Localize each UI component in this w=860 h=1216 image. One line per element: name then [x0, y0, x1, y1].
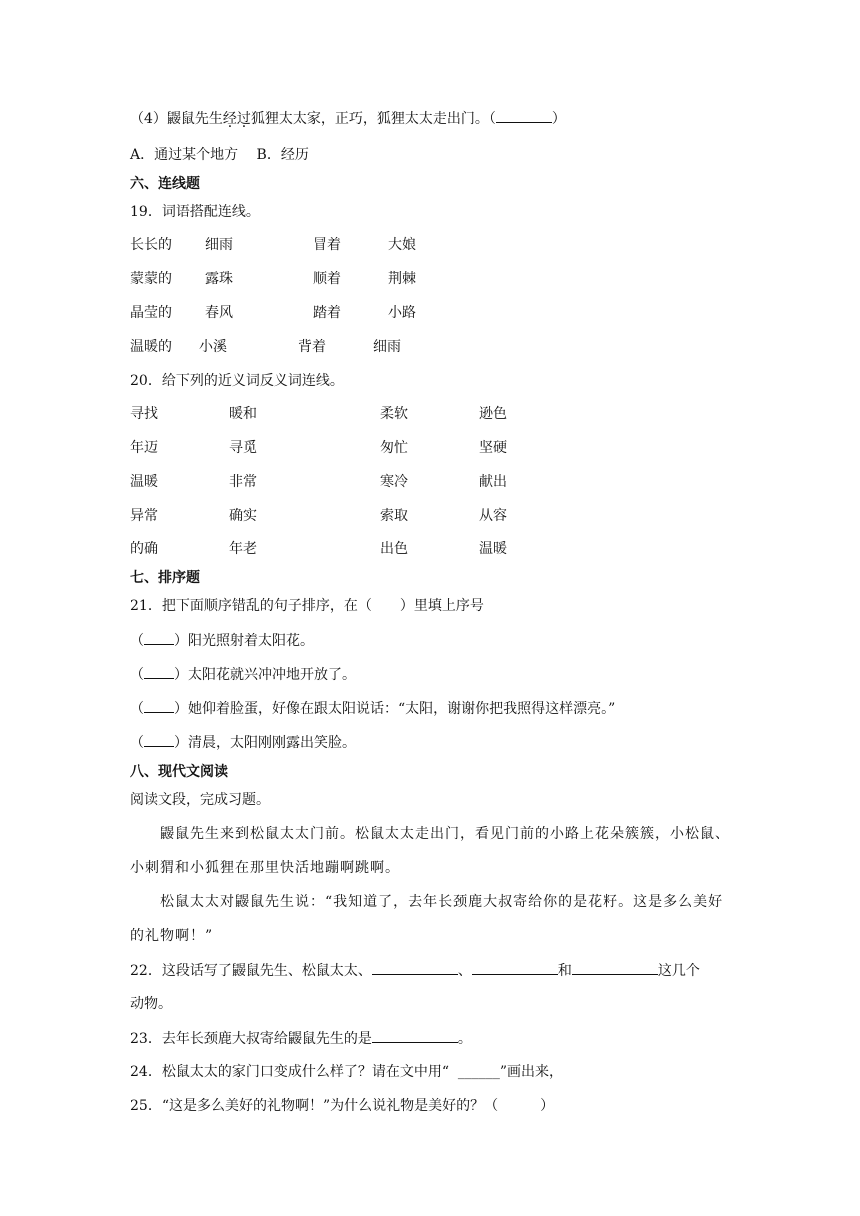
- q20-cell[interactable]: 非常: [229, 474, 257, 490]
- q20-cell[interactable]: 异常: [130, 508, 158, 524]
- q20-cell[interactable]: 寻找: [130, 406, 158, 422]
- q21-order-blank[interactable]: [144, 698, 174, 713]
- q21-item: （ ）太阳花就兴冲冲地开放了。: [130, 664, 356, 685]
- q21-item: （ ）阳光照射着太阳花。: [130, 630, 314, 651]
- passage-line: 小刺猬和小狐狸在那里快活地蹦啊跳啊。: [130, 860, 400, 876]
- q20-cell[interactable]: 从容: [479, 508, 507, 524]
- q20-cell[interactable]: 匆忙: [380, 440, 408, 456]
- q22-text-end: 这几个: [657, 963, 700, 979]
- q19-title: 19．词语搭配连线。: [130, 204, 260, 220]
- q4-answer-blank[interactable]: [496, 108, 552, 123]
- question-23: [130, 1028, 472, 1049]
- q4-suffix: 狐狸太太家，正巧，狐狸太太走出门。（: [250, 111, 496, 127]
- q23-end: 。: [457, 1031, 472, 1047]
- q20-cell[interactable]: 年老: [229, 541, 257, 557]
- question-22: [130, 960, 700, 981]
- q20-cell[interactable]: 年迈: [130, 440, 158, 456]
- section-6-heading: 六、连线题: [130, 176, 200, 192]
- passage-line: 松鼠太太对鼹鼠先生说：“我知道了，去年长颈鹿大叔寄给你的是花籽。这是多么美好: [160, 894, 724, 910]
- q20-cell[interactable]: 寻觅: [229, 440, 257, 456]
- q19-cell[interactable]: 春风: [205, 305, 233, 321]
- q24-end: ”画出来，: [499, 1064, 564, 1080]
- q24-underline-mark: ______: [457, 1064, 500, 1080]
- q22-blank-1[interactable]: [372, 960, 458, 975]
- q4-dotted-char-2: 过: [236, 111, 251, 127]
- q24-text: 24．松鼠太太的家门口变成什么样了？请在文中用“: [130, 1064, 449, 1080]
- q19-cell[interactable]: 大娘: [388, 237, 416, 253]
- q20-cell[interactable]: 献出: [479, 474, 507, 490]
- q21-title: 21．把下面顺序错乱的句子排序，在（ ）里填上序号: [130, 598, 484, 614]
- q21-item-text: 阳光照射着太阳花。: [188, 633, 314, 649]
- q19-cell[interactable]: 荆棘: [388, 271, 416, 287]
- q19-cell[interactable]: 长长的: [130, 237, 172, 253]
- section-8-heading: 八、现代文阅读: [130, 764, 228, 780]
- q20-cell[interactable]: 索取: [380, 508, 408, 524]
- q20-cell[interactable]: 逊色: [479, 406, 507, 422]
- q19-cell[interactable]: 冒着: [313, 237, 341, 253]
- q19-cell[interactable]: 小路: [388, 305, 416, 321]
- q22-sep: 、: [457, 963, 472, 979]
- q20-cell[interactable]: 的确: [130, 541, 158, 557]
- q20-cell[interactable]: 坚硬: [479, 440, 507, 456]
- q22-blank-3[interactable]: [572, 960, 658, 975]
- q19-cell[interactable]: 温暖的: [130, 339, 172, 355]
- q21-item-text: 太阳花就兴冲冲地开放了。: [188, 667, 356, 683]
- reading-intro: 阅读文段，完成习题。: [130, 792, 270, 808]
- section-7-heading: 七、排序题: [130, 570, 200, 586]
- question-24: [130, 1062, 563, 1082]
- q21-item: （ ）她仰着脸蛋，好像在跟太阳说话：“太阳，谢谢你把我照得这样漂亮。”: [130, 698, 615, 719]
- q19-cell[interactable]: 露珠: [205, 271, 233, 287]
- q20-cell[interactable]: 出色: [380, 541, 408, 557]
- q23-blank[interactable]: [372, 1028, 458, 1043]
- q20-cell[interactable]: 温暖: [479, 541, 507, 557]
- q20-cell[interactable]: 确实: [229, 508, 257, 524]
- passage-line: 的礼物啊！”: [130, 928, 214, 944]
- q19-cell[interactable]: 踏着: [313, 305, 341, 321]
- q4-prefix: （4）鼹鼠先生: [130, 111, 223, 127]
- q22-line-2: 动物。: [130, 996, 172, 1012]
- q21-item: （ ）清晨，太阳刚刚露出笑脸。: [130, 732, 356, 753]
- q19-cell[interactable]: 顺着: [313, 271, 341, 287]
- q22-text: 22．这段话写了鼹鼠先生、松鼠太太、: [130, 963, 372, 979]
- q21-order-blank[interactable]: [144, 664, 174, 679]
- q22-sep: 和: [557, 963, 572, 979]
- q19-cell[interactable]: 细雨: [373, 339, 401, 355]
- q20-cell[interactable]: 温暖: [130, 474, 158, 490]
- q20-cell[interactable]: 暖和: [229, 406, 257, 422]
- q4-dotted-char-1: 经: [222, 111, 237, 127]
- q19-cell[interactable]: 晶莹的: [130, 305, 172, 321]
- q20-title: 20．给下列的近义词反义词连线。: [130, 373, 344, 389]
- q19-cell[interactable]: 背着: [298, 339, 326, 355]
- q20-cell[interactable]: 寒冷: [380, 474, 408, 490]
- passage-line: 鼹鼠先生来到松鼠太太门前。松鼠太太走出门，看见门前的小路上花朵簇簇，小松鼠、: [160, 826, 730, 842]
- q21-item-text: 清晨，太阳刚刚露出笑脸。: [188, 735, 356, 751]
- q22-blank-2[interactable]: [472, 960, 558, 975]
- q20-cell[interactable]: 柔软: [380, 406, 408, 422]
- question-4: [130, 108, 566, 129]
- q21-order-blank[interactable]: [144, 732, 174, 747]
- q21-order-blank[interactable]: [144, 630, 174, 645]
- q23-text: 23．去年长颈鹿大叔寄给鼹鼠先生的是: [130, 1031, 372, 1047]
- q4-end: ）: [551, 111, 566, 127]
- q19-cell[interactable]: 蒙蒙的: [130, 271, 172, 287]
- q19-cell[interactable]: 小溪: [199, 339, 227, 355]
- q19-cell[interactable]: 细雨: [205, 237, 233, 253]
- q4-options: A．通过某个地方 B．经历: [130, 147, 309, 163]
- question-25: 25．“这是多么美好的礼物啊！”为什么说礼物是美好的？（ ）: [130, 1098, 555, 1114]
- q21-item-text: 她仰着脸蛋，好像在跟太阳说话：“太阳，谢谢你把我照得这样漂亮。”: [188, 701, 616, 717]
